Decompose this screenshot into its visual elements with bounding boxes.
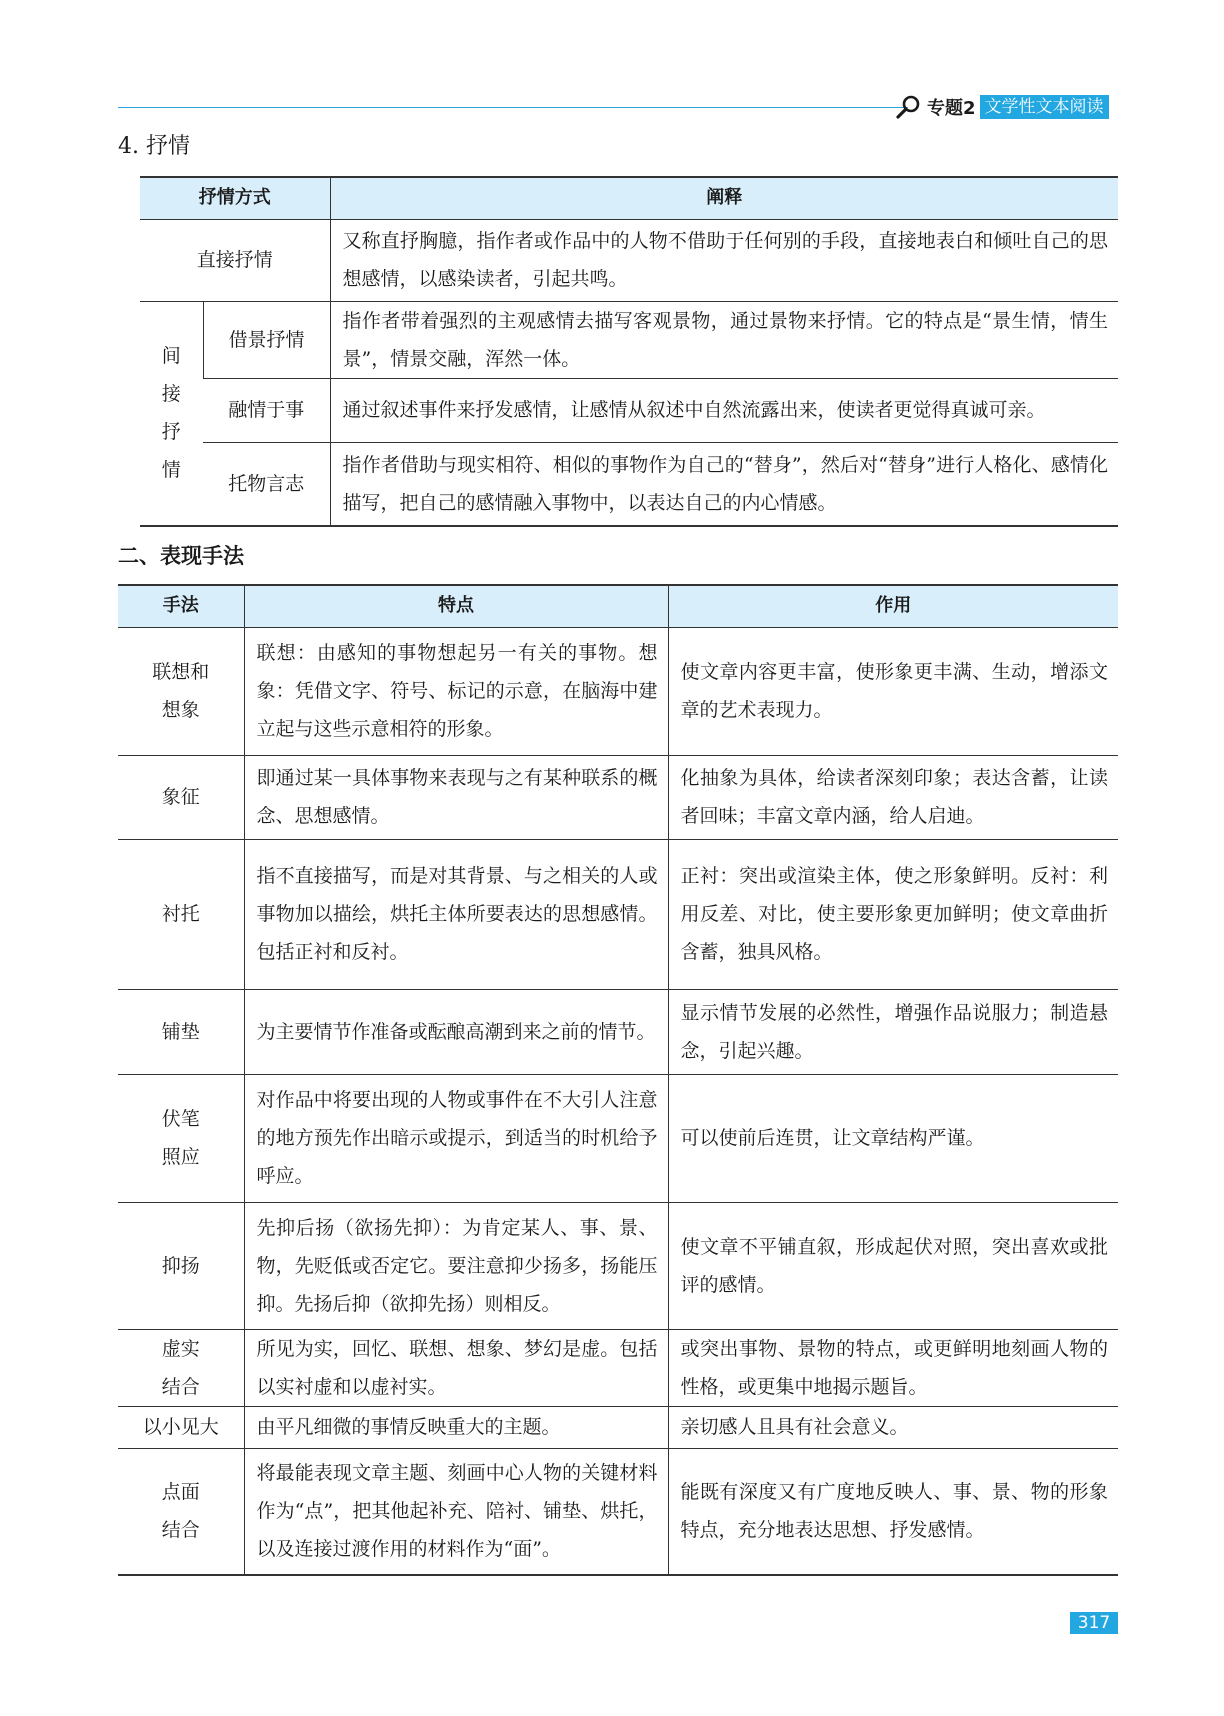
table-row [140, 378, 1118, 442]
row-text: 指作者带着强烈的主观感情去描写客观景物，通过景物来抒情。它的特点是“景生情，情生景”，情景交融，浑然一体。 [330, 301, 1118, 378]
technique-name: 虚实结合 [118, 1329, 244, 1406]
row-name: 直接抒情 [140, 219, 330, 301]
table-row [118, 1329, 1118, 1406]
technique-effect: 或突出事物、景物的特点，或更鲜明地刻画人物的性格，或更集中地揭示题旨。 [668, 1329, 1118, 1406]
technique-feature: 由平凡细微的事情反映重大的主题。 [244, 1406, 668, 1448]
technique-name: 伏笔照应 [118, 1074, 244, 1202]
table-row [118, 627, 1118, 755]
table-row [118, 839, 1118, 989]
page-number: 317 [1070, 1612, 1118, 1634]
col-header-feature: 特点 [244, 585, 668, 627]
col-header-explanation: 阐释 [330, 177, 1118, 219]
table-header-row [118, 585, 1118, 627]
technique-effect: 能既有深度又有广度地反映人、事、景、物的形象特点，充分地表达思想、抒发感情。 [668, 1448, 1118, 1575]
technique-feature: 先抑后扬（欲扬先抑）：为肯定某人、事、景、物，先贬低或否定它。要注意抑少扬多，扬能压抑。先扬后抑（欲抑先扬）则相反。 [244, 1202, 668, 1329]
table-header-row [140, 177, 1118, 219]
technique-feature: 指不直接描写，而是对其背景、与之相关的人或事物加以描绘，烘托主体所要表达的思想感情。包括正衬和反衬。 [244, 839, 668, 989]
table-row [118, 1448, 1118, 1575]
technique-effect: 亲切感人且具有社会意义。 [668, 1406, 1118, 1448]
technique-effect: 化抽象为具体，给读者深刻印象；表达含蓄，让读者回味；丰富文章内涵，给人启迪。 [668, 755, 1118, 839]
table-row [140, 219, 1118, 301]
technique-feature: 所见为实，回忆、联想、想象、梦幻是虚。包括以实衬虚和以虚衬实。 [244, 1329, 668, 1406]
technique-feature: 联想：由感知的事物想起另一有关的事物。想象：凭借文字、符号、标记的示意，在脑海中建立起与这些示意相符的形象。 [244, 627, 668, 755]
row-name: 借景抒情 [203, 301, 330, 378]
technique-name: 铺垫 [118, 989, 244, 1074]
page-header [895, 94, 1109, 120]
row-text: 指作者借助与现实相符、相似的事物作为自己的“替身”，然后对“替身”进行人格化、感情化描写，把自己的感情融入事物中，以表达自己的内心情感。 [330, 442, 1118, 526]
technique-name: 联想和想象 [118, 627, 244, 755]
technique-name: 抑扬 [118, 1202, 244, 1329]
technique-effect: 可以使前后连贯，让文章结构严谨。 [668, 1074, 1118, 1202]
technique-feature: 将最能表现文章主题、刻画中心人物的关键材料作为“点”，把其他起补充、陪衬、铺垫、烘托，以及连接过渡作用的材料作为“面”。 [244, 1448, 668, 1575]
table-row [118, 1074, 1118, 1202]
technique-effect: 显示情节发展的必然性，增强作品说服力；制造悬念，引起兴趣。 [668, 989, 1118, 1074]
table-row [140, 442, 1118, 526]
header-rule [118, 107, 908, 108]
table-row [118, 1406, 1118, 1448]
magnifier-icon [895, 94, 923, 120]
topic-title: 文学性文本阅读 [980, 95, 1109, 119]
table-row [118, 989, 1118, 1074]
technique-feature: 即通过某一具体事物来表现与之有某种联系的概念、思想感情。 [244, 755, 668, 839]
lyric-table [140, 176, 1118, 527]
table-row [140, 301, 1118, 378]
topic-number: 专题2 [927, 98, 976, 119]
technique-effect: 使文章不平铺直叙，形成起伏对照，突出喜欢或批评的感情。 [668, 1202, 1118, 1329]
table-row [118, 1202, 1118, 1329]
col-header-method: 抒情方式 [140, 177, 330, 219]
technique-effect: 正衬：突出或渲染主体，使之形象鲜明。反衬：利用反差、对比，使主要形象更加鲜明；使文章曲折含蓄，独具风格。 [668, 839, 1118, 989]
technique-name: 象征 [118, 755, 244, 839]
row-name: 融情于事 [203, 378, 330, 442]
col-header-technique: 手法 [118, 585, 244, 627]
technique-name: 点面结合 [118, 1448, 244, 1575]
section-lyric-title: 4. 抒情 [118, 134, 190, 159]
section-techniques-title: 二、表现手法 [118, 544, 244, 568]
techniques-table [118, 584, 1118, 1576]
table-row [118, 755, 1118, 839]
technique-name: 以小见大 [118, 1406, 244, 1448]
row-text: 通过叙述事件来抒发感情，让感情从叙述中自然流露出来，使读者更觉得真诚可亲。 [330, 378, 1118, 442]
technique-feature: 为主要情节作准备或酝酿高潮到来之前的情节。 [244, 989, 668, 1074]
col-header-effect: 作用 [668, 585, 1118, 627]
row-text: 又称直抒胸臆，指作者或作品中的人物不借助于任何别的手段，直接地表白和倾吐自己的思想感情，以感染读者，引起共鸣。 [330, 219, 1118, 301]
row-name: 托物言志 [203, 442, 330, 526]
technique-feature: 对作品中将要出现的人物或事件在不大引人注意的地方预先作出暗示或提示，到适当的时机给予呼应。 [244, 1074, 668, 1202]
group-name: 间接抒情 [140, 301, 203, 526]
technique-effect: 使文章内容更丰富，使形象更丰满、生动，增添文章的艺术表现力。 [668, 627, 1118, 755]
technique-name: 衬托 [118, 839, 244, 989]
